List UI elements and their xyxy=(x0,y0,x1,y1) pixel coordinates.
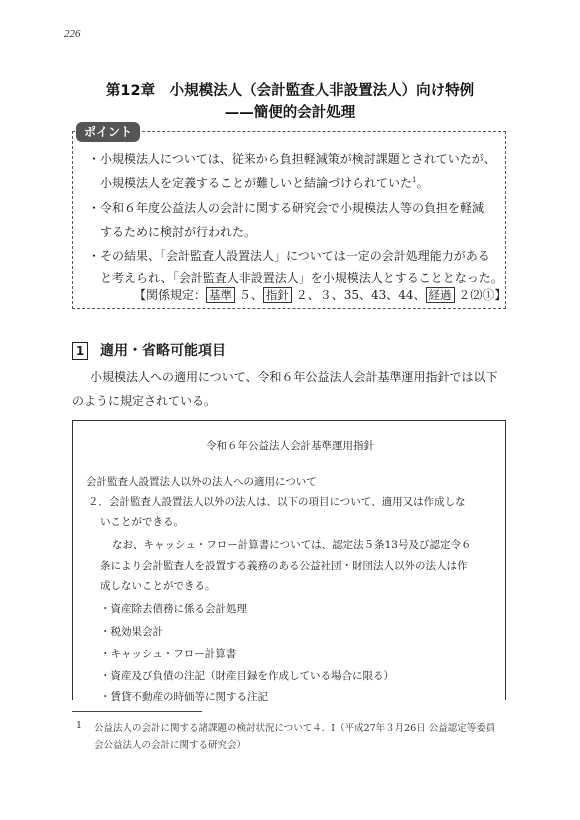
point-label: ポイント xyxy=(76,122,140,142)
section-heading xyxy=(72,340,226,360)
point-line: するために検討が行われた。 xyxy=(100,225,257,239)
kijun-box: 基準 xyxy=(206,287,235,303)
keika-box: 経過 xyxy=(426,287,455,303)
section-title: 適用・省略可能項目 xyxy=(100,343,226,359)
guideline-list-item: ・キャッシュ・フロー計算書 xyxy=(100,648,237,660)
footnote-divider xyxy=(72,711,202,712)
guideline-list-item: ・資産除去債務に係る会計処理 xyxy=(100,603,247,615)
shishin-box: 指針 xyxy=(263,287,292,303)
shishin-nums: ２、３、35、43、44、 xyxy=(295,288,426,302)
point-line: ・小規模法人については、従来から負担軽減策が検討課題とされていたが、 xyxy=(88,152,496,166)
chapter-title xyxy=(0,80,580,124)
footnote-text: 公益法人の会計に関する諸課題の検討状況について４．Ⅰ（平成27年３月26日 公益認定等委員 xyxy=(94,723,496,734)
related-prefix: 【関係規定： xyxy=(134,288,207,302)
chapter-title-line2: ——簡便的会計処理 xyxy=(224,105,356,121)
kijun-num: ５、 xyxy=(238,288,263,302)
guideline-list-item: ・資産及び負債の注記（財産目録を作成している場合に限る） xyxy=(100,670,394,682)
point-line xyxy=(100,174,429,191)
guideline-list-item: ・賃貸不動産の時価等に関する注記 xyxy=(100,691,268,703)
guideline-text: ２．会計監査人設置法人以外の法人は、以下の項目について、適用又は作成しな xyxy=(88,496,466,508)
point-line: と考えられ、「会計監査人非設置法人」を小規模法人とすることとなった。 xyxy=(100,271,503,285)
chapter-title-line1: 第12章 小規模法人（会計監査人非設置法人）向け特例 xyxy=(105,83,475,99)
point-line: ・その結果、「会計監査人設置法人」については一定の会計処理能力がある xyxy=(88,249,490,263)
point-line-end: 。 xyxy=(416,176,429,190)
guideline-text: いことができる。 xyxy=(100,516,184,528)
footnote-text: 会公益法人の会計に関する研究会） xyxy=(94,740,247,751)
guideline-text: 成しないことができる。 xyxy=(100,580,216,592)
body-text: のように規定されている。 xyxy=(72,394,217,408)
guideline-text: 条により会計監査人を設置する義務のある公益社団・財団法人以外の法人は作 xyxy=(100,560,468,572)
page-number: 226 xyxy=(64,28,81,40)
guideline-list-item: ・税効果会計 xyxy=(100,626,163,638)
body-text: 小規模法人への適用について、令和６年公益法人会計基準運用指針では以下 xyxy=(90,370,498,384)
keika-num: ２⑵① xyxy=(458,288,495,302)
footnote-number: 1 xyxy=(76,720,83,731)
related-suffix: 】 xyxy=(494,288,507,302)
related-provisions xyxy=(134,286,506,303)
point-line: ・令和６年度公益法人の会計に関する研究会で小規模法人等の負担を軽減 xyxy=(88,201,485,215)
guideline-subtitle: 会計監査人設置法人以外の法人への適用について xyxy=(86,476,317,488)
guideline-title: 令和６年公益法人会計基準運用指針 xyxy=(206,440,374,452)
guideline-text: なお、キャッシュ・フロー計算書については、認定法５条13号及び認定令６ xyxy=(112,539,472,551)
footnote-ref[interactable]: 1 xyxy=(412,176,417,184)
section-number: 1 xyxy=(72,342,88,360)
point-line-text: 小規模法人を定義することが難しいと結論づけられていた xyxy=(100,176,413,190)
